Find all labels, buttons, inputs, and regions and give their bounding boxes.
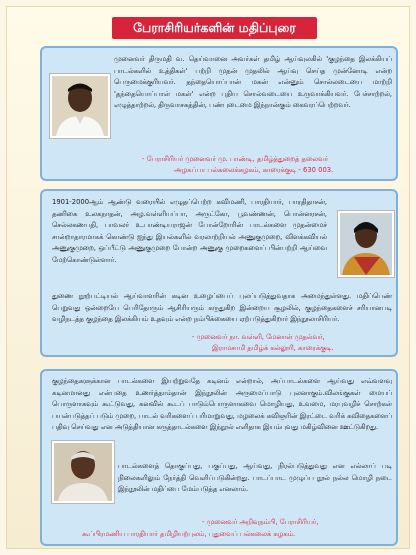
signature-1-line-1: - பேராசிரியர் முனைவர் மு. பாண்டி, தமிழ்த்துறைத் தலைவர் [142, 155, 329, 163]
reviewer-photo-3 [52, 441, 114, 503]
review-section-1 [40, 46, 398, 181]
review-text-3a: குழந்தைகளுக்கான பாடல்களை இயற்றுவதே கடினம் என்றால், அப்பாடல்களை ஆய்வது எவ்வளவு கடினமானது என்பதை உணர்த்தாம்தான் இந்நூலின் அருமைப்பாடு புலனாகும்.விலங்குகள் மையப் பொருளாகவும் கூட்டுவது, கனவில் கூடப் பாடும்பொருளாகவை மொழியது, உவமை, மரபுவழிச் சொற்கள் பயன்படுத்தப் படும் முறை, பாடல் வரிகளைப் பரிமாறுவது, மழலைக் கவிஞரின் இரட்டை வரிக் கவிதைகளைப் பதிவு செய்வது என அடுத்தியான கருத்தாடல்களை இந்நூல் எளிதாக இயம்புவது மகிழ்வினை ஊட்டுகிறது. [52, 377, 392, 431]
review-text-1: முனைவர் திருமதி வ. தெய்வானை அவர்கள் தமிழ் ஆய்வுலகில் 'குழந்தை இலக்கியப் பாடல்களில் உத்திகள்' பற்றி முதன் முதலில் ஆய்வு செய்த முன்னோடி என்ற பெருமைக்குரியவர். தந்தையொப்பான் மகன் என்னும் சொல்லடையை மாற்றி 'தந்தையொப்பாள் மகள்' என்ற புதிய சொல்வடையை உருவாக்கியவர். பேச்சாற்றல், எழுத்தாற்றல், திருவாசகத்தின், பண்புடைமை இந்நான்கும் கைவரப்பெற்றவர். [114, 55, 392, 109]
reviewer-photo-1 [50, 74, 110, 138]
review-section-3 [40, 369, 398, 546]
page-title: பேராசிரியர்களின் மதிப்புரை [112, 17, 317, 39]
signature-2-line-1: - முனைவர் நா. வள்ளி, மேனாள் முதல்வர், [192, 333, 325, 341]
review-text-3b: பாடல்களைத் தொகுப்பது, பகுப்பது, ஆய்வது, நிரல்படுத்துவது என எல்லாப் படி நிலைகளிலும் நேர்த்தி வெளிப்படுகின்றது. பாடப்பாட முழுப்ப நூல் நல்ல மொழி நடை இந்நூலின் மதிப்பை மேம்படுத்த எனலாம். [118, 462, 392, 493]
signature-3-line-1: - முனைவர் அறிவுநம்பி, பேராசிரியர், [202, 518, 319, 526]
review-section-2 [40, 189, 398, 357]
review-text-2a: 1901-2000ஆம் ஆண்டு வரையில் எழுதப்பெற்ற கவிமணி, பாரதியார், பாரதிதாசன், தணிகை உலகநாதன், அழ.வள்ளியப்பா, அருட்கோ, பூவண்ணன், பொன்னரசன், செல்லகணபதி, பாவலர் உ.பாண்டியராஜன் போன்றோரின் பாடல்களை முதன்மைச் சான்றாதாரமாகக் கொண்டு ஐந்து இயல்களில் வரலாற்றியல் அணுகுமுறை, விளக்கவியல் அணுகுமுறை, ஒப்பீட்டு அணுகுமுறை போன்ற அணுகு முறைகளைப் பின்பற்றி ஆய்வை மேற்கொண்டுள்ளார். [52, 198, 327, 264]
signature-1-line-2: அழகப்பா பல்கலைக்கழகம், காரைக்குடி - 630 003. [174, 166, 334, 174]
reviewer-photo-2 [338, 211, 394, 277]
signature-3-line-2: கூப்பிரமணிய பாரதியார் தமிழியற்புலம், புதுவைப் பல்கலைக் கழகம். [82, 530, 296, 538]
man-portrait-icon [54, 443, 112, 501]
review-text-2b: துணை நூற்பட்டியல் ஆய்வாளரின் கடின உழைப்பைப் புலப்படுத்துவதாக அமைந்துள்ளது. மதிப்பெண் பெறுவது ஒன்றையே பெரிதோரும் ஆசிரியரும் கருதுகிற இன்றைய சூழலில், குழந்தைகளைச் சரியானபடி வழிநடத்த குழந்தை இலக்கியம் உதவும் என்ற நம்பிக்கையை ஏற்படுத்துகிறார் இந்நூலாசிரியர். [52, 292, 392, 323]
signature-2-line-2: இராமசாமி தமிழ்க் கல்லூரி, காரைக்குடி. [212, 344, 334, 352]
woman-portrait-icon [340, 213, 392, 275]
man-portrait-icon [52, 76, 108, 136]
page-background [6, 6, 410, 549]
